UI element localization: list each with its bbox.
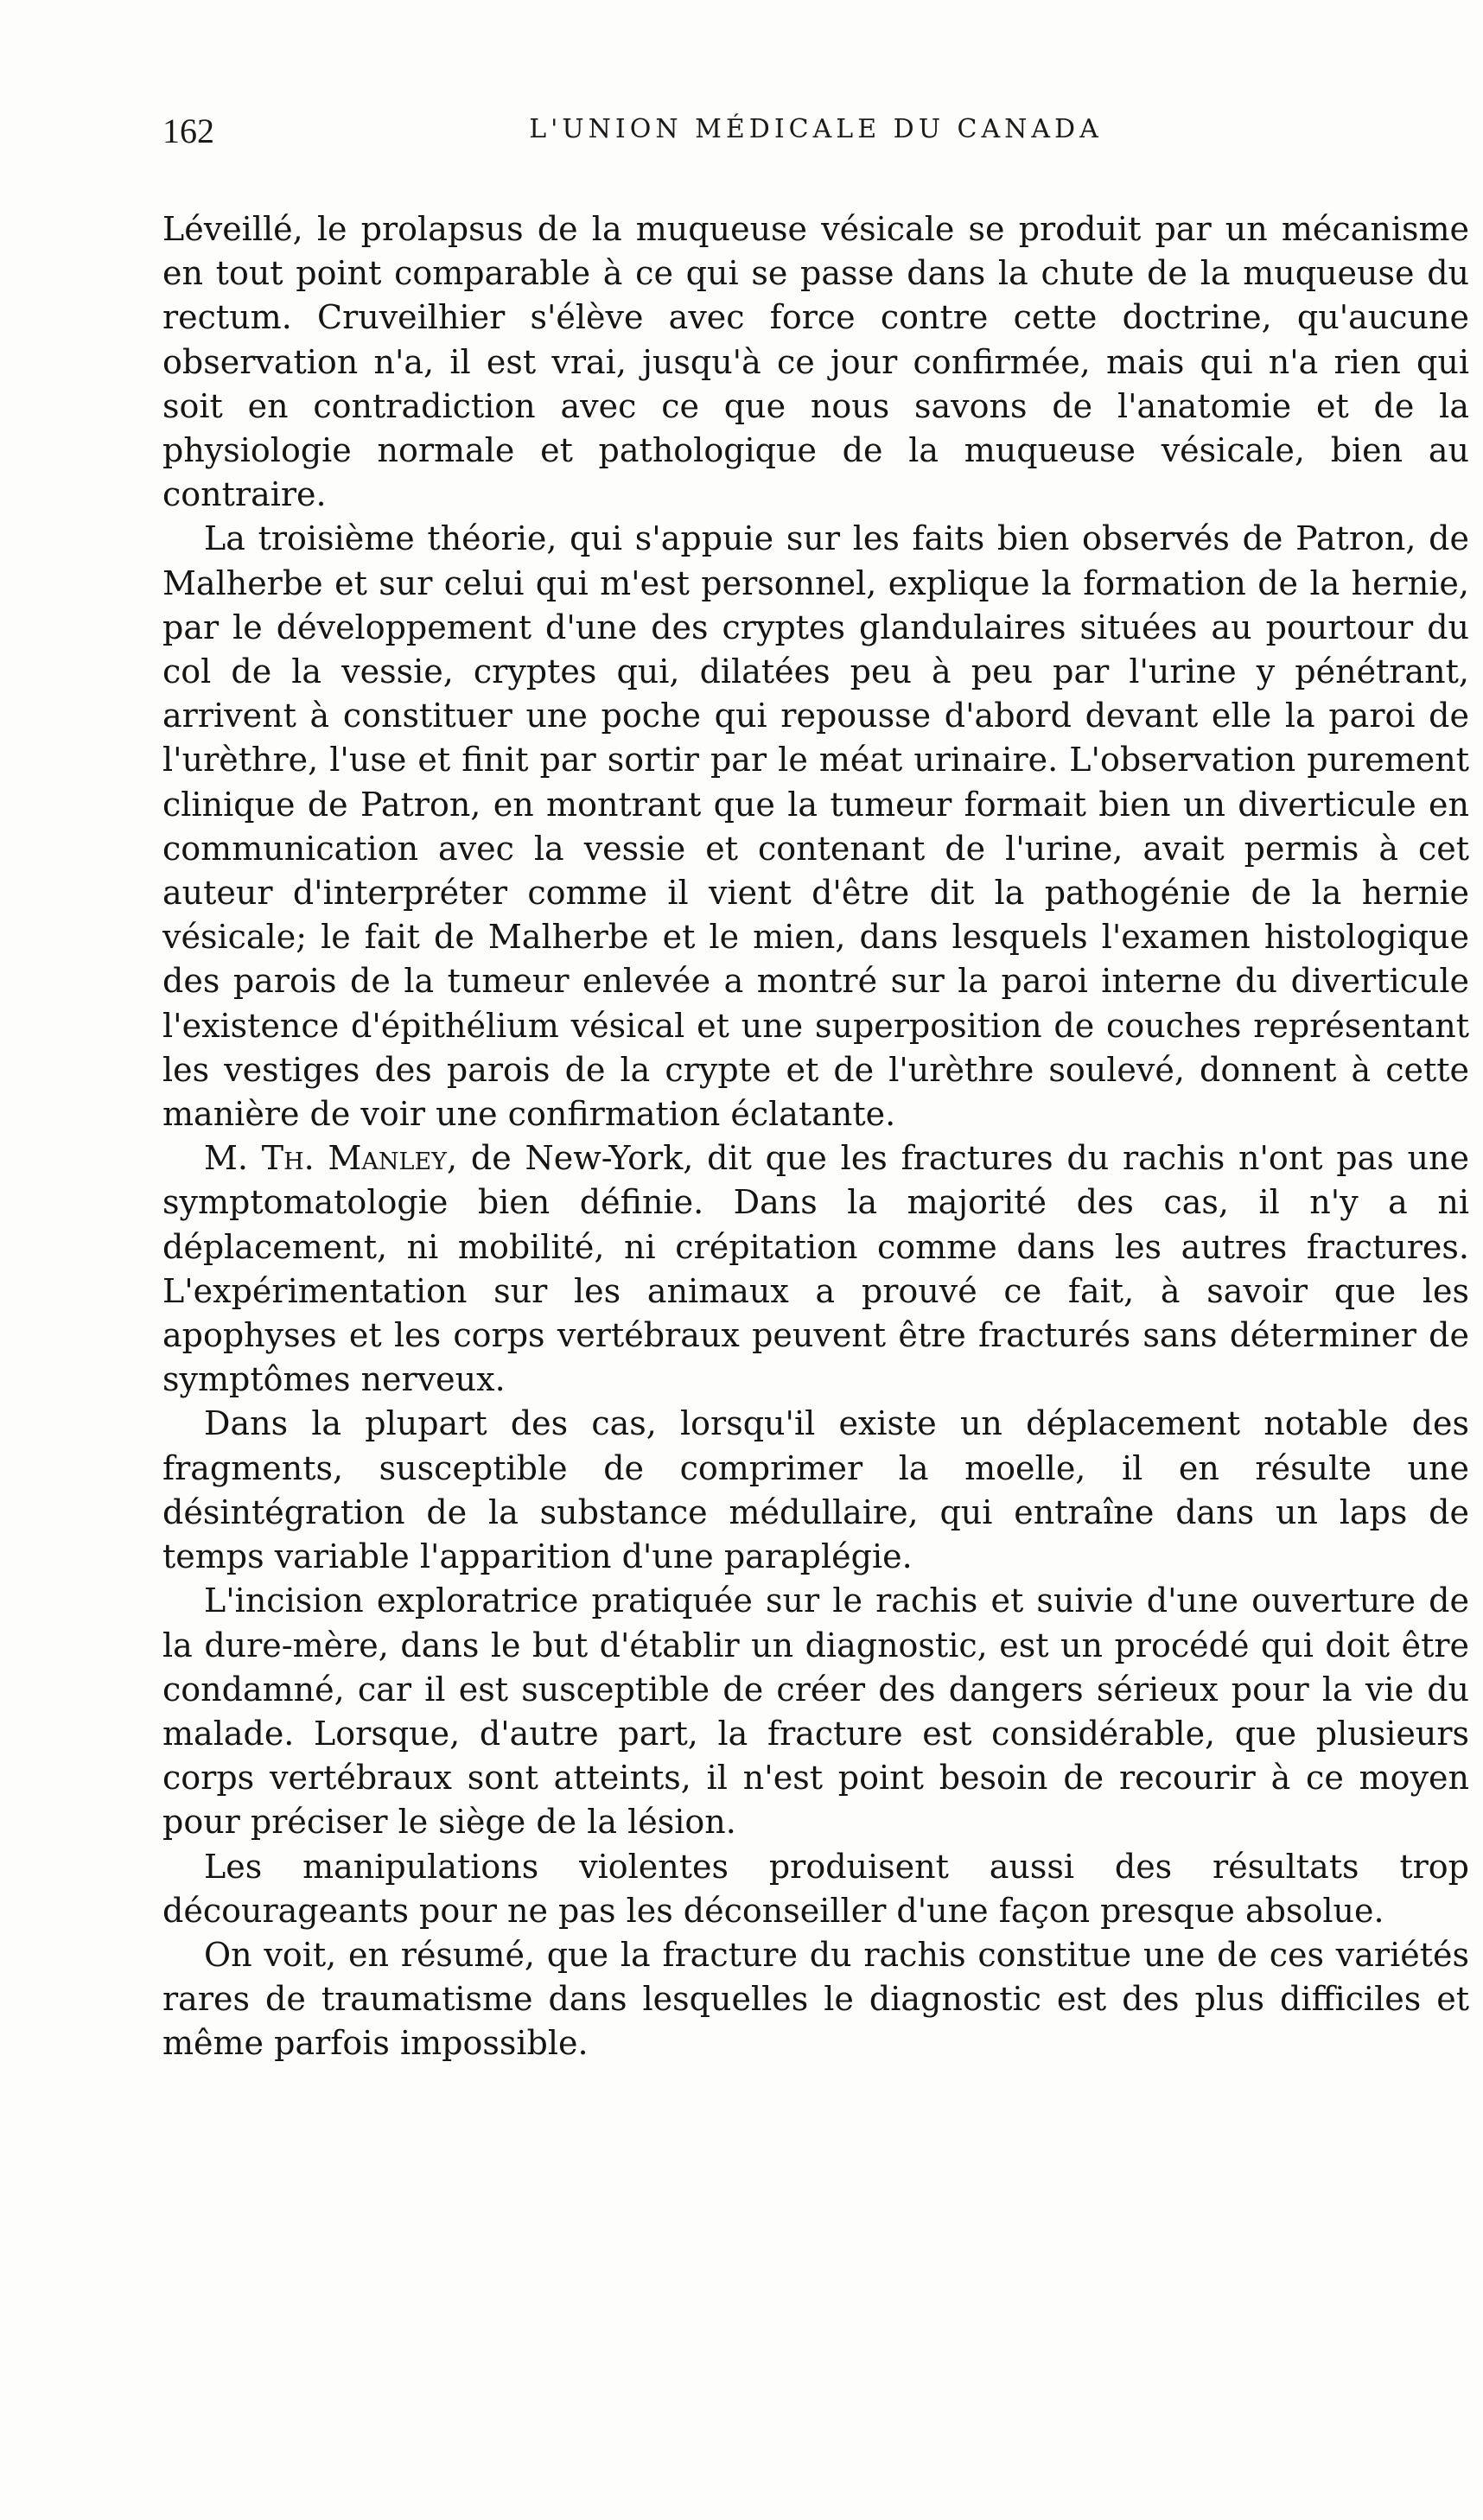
paragraph: On voit, en résumé, que la fracture du rachis constitue une de ces variétés rares de traumatisme dans lesquelles le diagnostic est des plus difficiles et même parfois impossible. xyxy=(162,1935,1469,2063)
author-name: Th. Manley xyxy=(261,1139,448,1178)
paragraph: La troisième théorie, qui s'appuie sur les faits bien observés de Patron, de Malherbe et sur celui qui m'est personnel, explique la formation de la hernie, par le développement d'une des cryptes glandulaires situées au pourtour du col de la vessie, cryptes qui, dilatées peu à peu par l'urine y pénétrant, arrivent à constituer une poche qui repousse d'abord devant elle la paroi de l'urèthre, l'use et finit par sortir par le méat urinaire. L'observation purement clinique de Patron, en montrant que la tumeur formait bien un diverticule en communication avec la vessie et contenant de l'urine, avait permis à cet auteur d'interpréter comme il vient d'être dit la pathogénie de la hernie vésicale; le fait de Malherbe et le mien, dans lesquels l'examen histologique des parois de la tumeur enlevée a montré sur la paroi interne du diverticule l'existence d'épithélium vésical et une superposition de couches représentant les vestiges des parois de la crypte et de l'urèthre soulevé, donnent à cette manière de voir une confirmation éclatante. xyxy=(162,519,1469,1134)
journal-title: L'UNION MÉDICALE DU CANADA xyxy=(529,114,1103,144)
paragraph: L'incision exploratrice pratiquée sur le rachis et suivie d'une ouverture de la dure-mère, dans le but d'établir un diagnostic, est un procédé qui doit être condamné, car il est susceptible de créer des dangers sérieux pour la vie du malade. Lorsque, d'autre part, la fracture est considérable, que plusieurs corps vertébraux sont atteints, il n'est point besoin de recourir à ce moyen pour préciser le siège de la lésion. xyxy=(162,1581,1469,1842)
paragraph-manley xyxy=(162,1136,1469,1402)
paragraph-text: , de New-York, dit que les fractures du rachis n'ont pas une symptomatologie bien définie. Dans la majorité des cas, il n'y a ni déplacement, ni mobilité, ni crépitation comme dans les autres fractures. L'expérimentation sur les animaux a prouvé ce fait, à savoir que les apophyses et les corps vertébraux peuvent être fracturés sans déterminer de symptômes nerveux. xyxy=(162,1139,1470,1399)
paragraph: Dans la plupart des cas, lorsqu'il existe un déplacement notable des fragments, susceptible de comprimer la moelle, il en résulte une désintégration de la substance médullaire, qui entraîne dans un laps de temps variable l'apparition d'une paraplégie. xyxy=(162,1404,1469,1576)
paragraph-prefix: M. xyxy=(204,1139,262,1178)
paragraph: Les manipulations violentes produisent aussi des résultats trop décourageants pour ne pas les déconseiller d'une façon presque absolue. xyxy=(162,1847,1469,1930)
paragraph: Léveillé, le prolapsus de la muqueuse vésicale se produit par un mécanisme en tout point comparable à ce qui se passe dans la chute de la muqueuse du rectum. Cruveilhier s'élève avec force contre cette doctrine, qu'aucune observation n'a, il est vrai, jusqu'à ce jour confirmée, mais qui n'a rien qui soit en contradiction avec ce que nous savons de l'anatomie et de la physiologie normale et pathologique de la muqueuse vésicale, bien au contraire. xyxy=(162,210,1469,514)
article-body xyxy=(162,207,1469,2066)
page-number: 162 xyxy=(162,111,214,150)
running-head xyxy=(162,111,1469,162)
